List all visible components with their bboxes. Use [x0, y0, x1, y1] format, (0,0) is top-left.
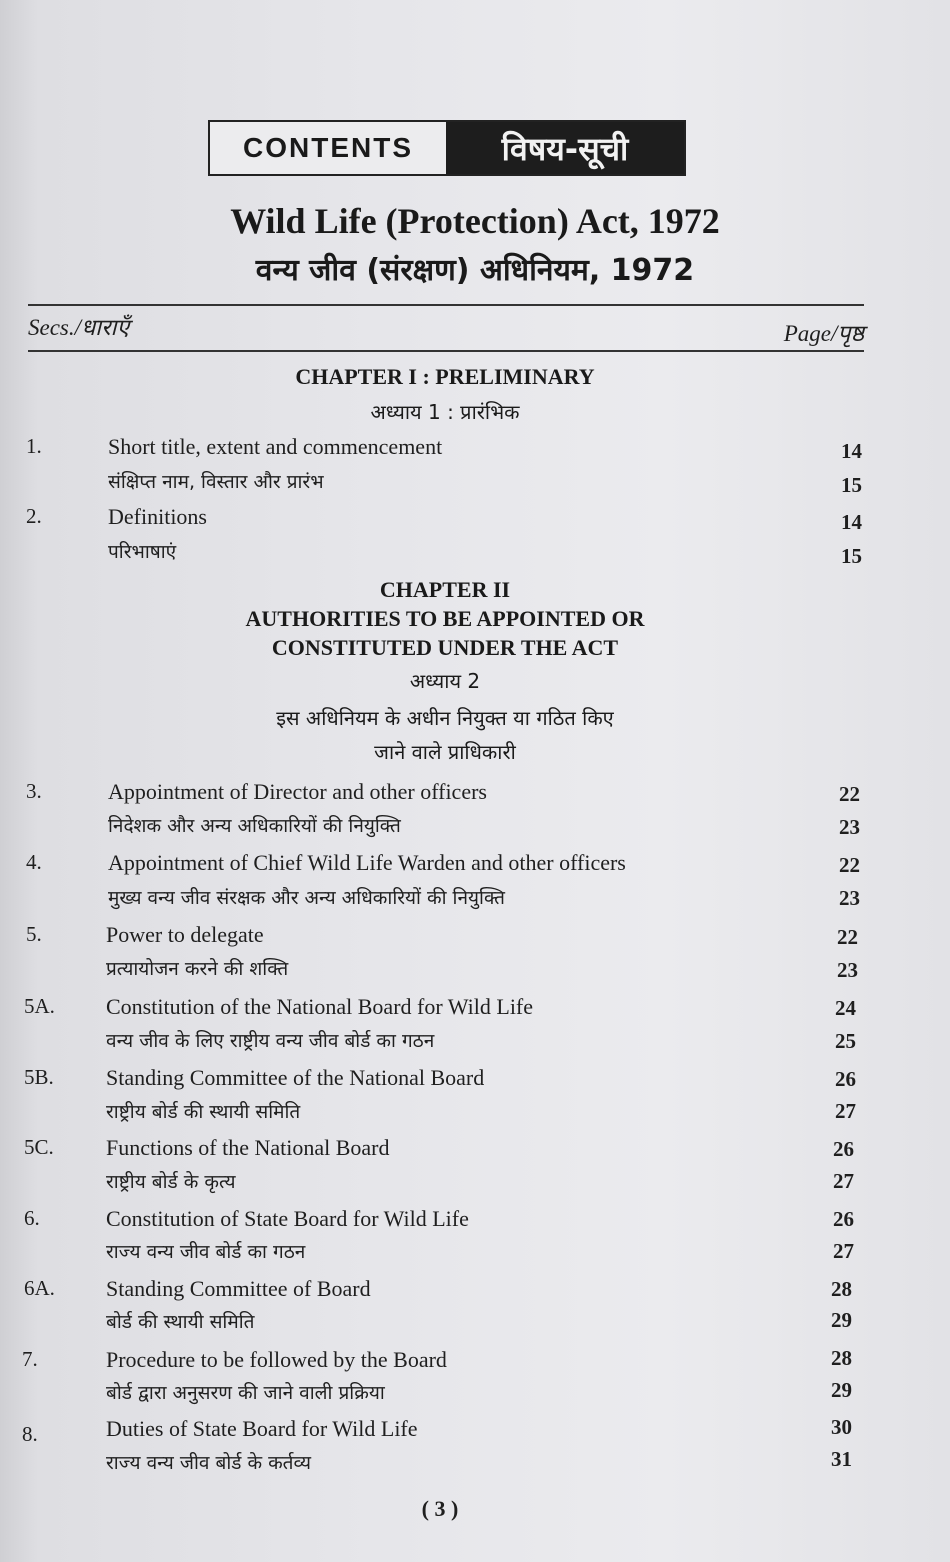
section-number: 1.	[26, 434, 42, 458]
section-number: 7.	[22, 1347, 38, 1371]
section-number: 5C.	[24, 1135, 54, 1159]
page-number-english: 26	[833, 1207, 854, 1231]
section-number: 6A.	[24, 1276, 55, 1300]
act-title-hindi: वन्य जीव (संरक्षण) अधिनियम, 1972	[255, 253, 695, 288]
page-number-hindi: 27	[833, 1239, 854, 1263]
section-number: 5A.	[24, 994, 55, 1018]
section-number: 5.	[26, 922, 42, 946]
section-title: Constitution of the National Board for Wild Life	[106, 994, 534, 1019]
page-number-english: 24	[835, 996, 856, 1020]
section-title-hindi: मुख्य वन्य जीव संरक्षक और अन्य अधिकारियों की नियुक्ति	[108, 887, 505, 909]
chapter-1-heading: CHAPTER I : PRELIMINARY	[295, 364, 595, 389]
page-number-hindi: 23	[839, 886, 860, 910]
chapter-2-title-hindi-line2: जाने वाले प्राधिकारी	[374, 740, 516, 764]
section-title-hindi: राष्ट्रीय बोर्ड के कृत्य	[106, 1171, 236, 1193]
section-title-hindi: निदेशक और अन्य अधिकारियों की नियुक्ति	[108, 815, 401, 837]
chapter-2-title-line1: AUTHORITIES TO BE APPOINTED OR	[245, 606, 645, 631]
page-number-hindi: 29	[831, 1378, 852, 1402]
chapter-2-heading-hindi: अध्याय 2	[409, 669, 481, 693]
page-number-english: 28	[831, 1346, 852, 1370]
section-title: Definitions	[108, 504, 207, 529]
act-title-english: Wild Life (Protection) Act, 1972	[230, 201, 720, 241]
section-title-hindi: राष्ट्रीय बोर्ड की स्थायी समिति	[106, 1101, 301, 1123]
section-number: 5B.	[24, 1065, 54, 1089]
contents-badge	[208, 120, 686, 176]
page-number-hindi: 31	[831, 1447, 852, 1471]
heading-rule	[28, 350, 864, 352]
section-title: Short title, extent and commencement	[108, 434, 443, 459]
section-number: 4.	[26, 850, 42, 874]
page-number-english: 26	[833, 1137, 854, 1161]
section-title-hindi: बोर्ड द्वारा अनुसरण की जाने वाली प्रक्रिया	[106, 1382, 385, 1404]
section-number: 6.	[24, 1206, 40, 1230]
page-number-hindi: 15	[841, 473, 862, 497]
page-footer-number: ( 3 )	[421, 1496, 459, 1521]
page-number-hindi: 23	[837, 958, 858, 982]
page-number-hindi: 23	[839, 815, 860, 839]
page-number-english: 22	[837, 925, 858, 949]
section-title: Appointment of Director and other officers	[108, 779, 487, 804]
chapter-2-title-line2: CONSTITUTED UNDER THE ACT	[271, 635, 619, 660]
section-title: Functions of the National Board	[106, 1135, 390, 1160]
page-number-english: 14	[841, 510, 862, 534]
section-title: Standing Committee of Board	[106, 1276, 371, 1301]
section-number: 3.	[26, 779, 42, 803]
section-number: 8.	[22, 1422, 38, 1446]
page-number-english: 30	[831, 1415, 852, 1439]
section-title: Duties of State Board for Wild Life	[106, 1416, 418, 1441]
page-number-english: 28	[831, 1277, 852, 1301]
section-title: Constitution of State Board for Wild Life	[106, 1206, 469, 1231]
page-number-english: 26	[835, 1067, 856, 1091]
section-title: Procedure to be followed by the Board	[106, 1347, 447, 1372]
section-title-hindi: राज्य वन्य जीव बोर्ड का गठन	[106, 1241, 306, 1263]
page-number-hindi: 25	[835, 1029, 856, 1053]
badge-english: CONTENTS	[243, 132, 413, 163]
page-number-hindi: 27	[835, 1099, 856, 1123]
chapter-1-heading-hindi: अध्याय 1 : प्रारंभिक	[370, 400, 520, 424]
chapter-2-heading: CHAPTER II	[379, 577, 511, 602]
section-title-hindi: परिभाषाएं	[108, 541, 177, 563]
section-title-hindi: संक्षिप्त नाम, विस्तार और प्रारंभ	[108, 471, 324, 493]
section-number: 2.	[26, 504, 42, 528]
sections-column-heading: Secs./धाराएँ	[28, 315, 130, 340]
section-title-hindi: प्रत्यायोजन करने की शक्ति	[106, 958, 289, 980]
top-rule	[28, 304, 864, 306]
section-title-hindi: राज्य वन्य जीव बोर्ड के कर्तव्य	[106, 1452, 312, 1474]
page-number-hindi: 29	[831, 1308, 852, 1332]
section-title: Standing Committee of the National Board	[106, 1065, 485, 1090]
page-column-heading: Page/पृष्ठ	[783, 321, 864, 346]
page-number-english: 22	[839, 853, 860, 877]
section-title-hindi: बोर्ड की स्थायी समिति	[106, 1311, 255, 1333]
page-number-english: 14	[841, 439, 862, 463]
section-title: Power to delegate	[106, 922, 264, 947]
chapter-2-title-hindi-line1: इस अधिनियम के अधीन नियुक्त या गठित किए	[276, 706, 614, 730]
section-title: Appointment of Chief Wild Life Warden and other officers	[108, 850, 626, 875]
page-number-hindi: 15	[841, 544, 862, 568]
page-number-english: 22	[839, 782, 860, 806]
page-number-hindi: 27	[833, 1169, 854, 1193]
badge-hindi: विषय-सूची	[446, 122, 684, 174]
section-title-hindi: वन्य जीव के लिए राष्ट्रीय वन्य जीव बोर्ड का गठन	[106, 1030, 435, 1052]
